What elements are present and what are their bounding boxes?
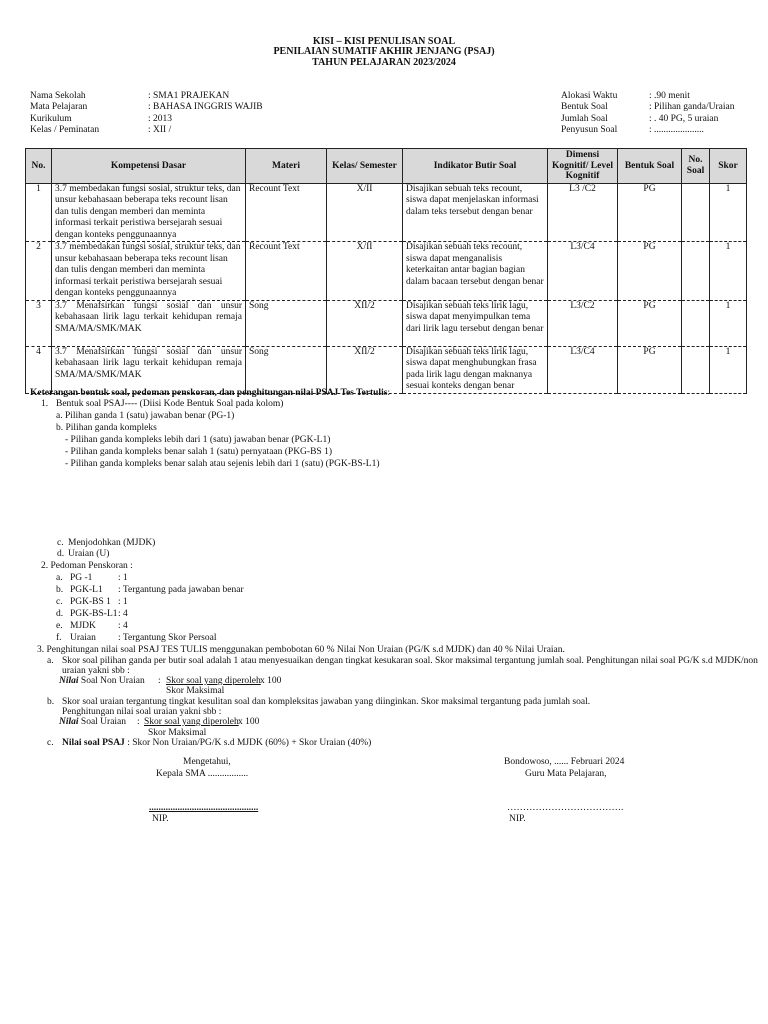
header-indikator: Indikator Butir Soal	[403, 149, 548, 184]
section-1b-item: - Pilihan ganda kompleks benar salah 1 (satu) pernyataan (PKG-BS 1)	[65, 447, 332, 457]
info-value-subject: : BAHASA INGGRIS WAJIB	[148, 102, 263, 112]
notes-heading-text: Keterangan bentuk soal, pedoman penskoran, dan penghitungan nilai PSAJ Tes Tertulis	[30, 388, 388, 398]
section-1-number: 1.	[41, 399, 49, 409]
score-value: : 4	[118, 609, 128, 619]
header-level: Dimensi Kognitif/ Level Kognitif	[548, 149, 618, 184]
cell-indikator: Disajikan sebuah teks lirik lagu, siswa dapat menyimpulkan tema dari lirik lagu tersebut dengan benar	[403, 300, 548, 346]
cell-skor: 1	[710, 183, 747, 242]
header-materi: Materi	[246, 149, 327, 184]
cell-kelas: XII/2	[327, 346, 403, 393]
cell-bentuk: PG	[618, 346, 682, 393]
info-label-curriculum: Kurikulum	[30, 114, 72, 124]
cell-kd: 3.7 Menafsirkan fungsi sosial dan unsur kebahasaan lirik lagu terkait kehidupan remaja SMA/MA/SMK/MAK	[52, 300, 246, 346]
header-bentuk: Bentuk Soal	[618, 149, 682, 184]
formula-colon: :	[137, 717, 140, 727]
header-no: No.	[26, 149, 52, 184]
signature-right-line1: Bondowoso, ...... Februari 2024	[504, 757, 625, 767]
score-label: PGK-BS 1	[70, 597, 111, 607]
header-kompetensi: Kompetensi Dasar	[52, 149, 246, 184]
cell-level: L3/C4	[548, 242, 618, 301]
table-row	[26, 346, 747, 393]
section-1b: b. Pilihan ganda kompleks	[56, 423, 157, 433]
info-label-author: Penyusun Soal	[561, 125, 618, 135]
formula-denominator: Skor Maksimal	[166, 686, 225, 696]
cell-kelas: X/II	[327, 242, 403, 301]
info-label-school: Nama Sekolah	[30, 91, 86, 101]
section-1c-mark: c.	[57, 538, 64, 548]
score-value: : Tergantung Skor Persoal	[118, 633, 217, 643]
section-3b-line1: Skor soal uraian tergantung tingkat kesulitan soal dan kompleksitas jawaban yang diinginkan. Skor maksimal tergantung pada jumlah soal.	[62, 697, 591, 707]
section-3a-mark: a.	[47, 656, 54, 666]
formula-denominator: Skor Maksimal	[148, 728, 207, 738]
kisi-table	[25, 148, 747, 394]
section-3a-line1: Skor soal pilihan ganda per butir soal adalah 1 atau menyesuaikan dengan tingkat kesukaran soal. Skor maksimal tergantung jumlah soal. Penghitungan nilai soal PG/K s.d MJDK/non	[62, 656, 758, 666]
signature-right-nip: NIP.	[509, 814, 526, 824]
section-1b-item: - Pilihan ganda kompleks lebih dari 1 (satu) jawaban benar (PGK-L1)	[65, 435, 331, 445]
signature-left-line2: Kepala SMA .................	[156, 769, 249, 779]
info-value-school: : SMA1 PRAJEKAN	[148, 91, 230, 101]
score-mark: f.	[56, 633, 62, 643]
score-mark: a.	[56, 573, 63, 583]
table-row	[26, 183, 747, 242]
cell-level: L3/C2	[548, 300, 618, 346]
signature-left-nip: NIP.	[152, 814, 169, 824]
cell-indikator: Disajikan sebuah teks lirik lagu, siswa dapat menghubungkan frasa pada lirik lagu dengan maknanya sesuai konteks dengan benar	[403, 346, 548, 393]
table-row	[26, 300, 747, 346]
document-title: KISI – KISI PENULISAN SOAL	[312, 36, 456, 47]
score-mark: b.	[56, 585, 64, 595]
formula-italic: Nilai	[59, 676, 79, 686]
section-3a-line2: uraian yakni sbb :	[62, 666, 130, 676]
table-header-row	[26, 149, 747, 184]
formula-italic: Nilai	[59, 717, 79, 727]
formula-non-uraian-label	[59, 676, 145, 688]
document-subtitle: PENILAIAN SUMATIF AKHIR JENJANG (PSAJ)	[273, 46, 495, 57]
signature-left-line1: Mengetahui,	[183, 757, 231, 767]
section-1a: a. Pilihan ganda 1 (satu) jawaban benar (PG-1)	[56, 411, 235, 421]
signature-left-dots: ..............................................	[149, 803, 259, 813]
info-value-class: : XII /	[148, 125, 172, 135]
section-1b-item: - Pilihan ganda kompleks benar salah atau sejenis lebih dari 1 (satu) (PGK-BS-L1)	[65, 459, 380, 469]
section-1c: Menjodohkan (MJDK)	[68, 538, 156, 548]
cell-materi: Recount Text	[246, 242, 327, 301]
section-1d-mark: d.	[57, 549, 65, 559]
cell-bentuk: PG	[618, 242, 682, 301]
formula-rest: Soal Non Uraian	[80, 676, 145, 686]
formula-colon: :	[158, 676, 161, 686]
cell-bentuk: PG	[618, 300, 682, 346]
cell-no: 2	[26, 242, 52, 301]
signature-right-dots: ……………………………….	[507, 803, 624, 813]
score-label: PGK-L1	[70, 585, 103, 595]
cell-nosoal	[682, 242, 710, 301]
formula-numerator: Skor soal yang diperoleh	[166, 676, 261, 686]
cell-skor: 1	[710, 300, 747, 346]
signature-right-line2: Guru Mata Pelajaran,	[525, 769, 607, 779]
cell-materi: Recount Text	[246, 183, 327, 242]
formula-uraian-label	[59, 717, 126, 729]
info-value-time: : .90 menit	[649, 91, 690, 101]
info-label-subject: Mata Pelajaran	[30, 102, 88, 112]
cell-level: L3 /C2	[548, 183, 618, 242]
cell-no: 4	[26, 346, 52, 393]
cell-no: 1	[26, 183, 52, 242]
header-kelas: Kelas/ Semester	[327, 149, 403, 184]
section-3c-mark: c.	[47, 738, 54, 748]
section-3c	[62, 738, 371, 750]
score-mark: c.	[56, 597, 63, 607]
score-value: : 4	[118, 621, 128, 631]
cell-materi: Song	[246, 300, 327, 346]
cell-nosoal	[682, 183, 710, 242]
section-1d: Uraian (U)	[68, 549, 110, 559]
cell-no: 3	[26, 300, 52, 346]
cell-skor: 1	[710, 346, 747, 393]
cell-nosoal	[682, 300, 710, 346]
cell-materi: Song	[246, 346, 327, 393]
score-value: : Tergantung pada jawaban benar	[118, 585, 244, 595]
info-label-class: Kelas / Peminatan	[30, 125, 100, 135]
cell-kelas: X/II	[327, 183, 403, 242]
info-label-question-count: Jumlah Soal	[561, 114, 608, 124]
score-mark: d.	[56, 609, 64, 619]
academic-year: TAHUN PELAJARAN 2023/2024	[312, 57, 456, 68]
score-label: MJDK	[70, 621, 96, 631]
cell-kelas: XII/2	[327, 300, 403, 346]
cell-nosoal	[682, 346, 710, 393]
info-value-author: : .....................	[649, 125, 704, 135]
formula-numerator: Skor soal yang diperoleh	[144, 717, 239, 727]
cell-kd: 3.7 Menafsirkan fungsi sosial dan unsur kebahasaan lirik lagu terkait kehidupan remaja SMA/MA/SMK/MAK	[52, 346, 246, 393]
formula-multiplier: x 100	[260, 676, 282, 686]
table-row	[26, 242, 747, 301]
cell-kd: 3.7 membedakan fungsi sosial, struktur teks, dan unsur kebahasaan beberapa teks recount lisan dan tulis dengan memberi dan meminta informasi terkait peristiwa bersejarah sesuai dengan konteks penggunaannya	[52, 183, 246, 242]
section-3b-line2: Penghitungan nilai soal uraian yakni sbb :	[62, 707, 222, 717]
header-skor: Skor	[710, 149, 747, 184]
cell-level: L3/C4	[548, 346, 618, 393]
section-2-title: 2. Pedoman Penskoran :	[41, 561, 133, 571]
cell-indikator: Disajikan sebuah teks recount, siswa dapat menganalisis keterkaitan antar bagian bagian dalam bacaan tersebut dengan benar	[403, 242, 548, 301]
cell-skor: 1	[710, 242, 747, 301]
score-value: : 1	[118, 597, 128, 607]
cell-bentuk: PG	[618, 183, 682, 242]
section-3b-mark: b.	[47, 697, 55, 707]
header-nosoal: No. Soal	[682, 149, 710, 184]
cell-kd: 3.7 membedakan fungsi sosial, struktur teks, dan unsur kebahasaan beberapa teks recount lisan dan tulis dengan memberi dan meminta informasi terkait peristiwa bersejarah sesuai dengan konteks penggunaannya	[52, 242, 246, 301]
notes-heading	[30, 388, 390, 400]
score-label: Uraian	[70, 633, 96, 643]
section-3c-bold: Nilai soal PSAJ	[62, 738, 125, 748]
section-3-title: 3. Penghitungan nilai soal PSAJ TES TULIS menggunakan pembobotan 60 % Nilai Non Uraian (PG/K s.d MJDK) dan 40 % Nilai Uraian.	[37, 645, 565, 655]
cell-indikator: Disajikan sebuah teks recount, siswa dapat menjelaskan informasi dalam teks tersebut dengan benar	[403, 183, 548, 242]
info-label-question-type: Bentuk Soal	[561, 102, 608, 112]
info-label-time: Alokasi Waktu	[561, 91, 618, 101]
score-label: PG -1	[70, 573, 93, 583]
formula-rest: Soal Uraian	[80, 717, 127, 727]
formula-multiplier: x 100	[238, 717, 260, 727]
score-label: PGK-BS-L1	[70, 609, 118, 619]
info-value-question-type: : Pilihan ganda/Uraian	[649, 102, 735, 112]
section-3c-rest: : Skor Non Uraian/PG/K s.d MJDK (60%) + Skor Uraian (40%)	[127, 738, 372, 748]
score-value: : 1	[118, 573, 128, 583]
info-value-curriculum: : 2013	[148, 114, 173, 124]
notes-heading-colon: :	[387, 388, 391, 398]
section-1-title: Bentuk soal PSAJ---- (Diisi Kode Bentuk Soal pada kolom)	[56, 399, 284, 409]
score-mark: e.	[56, 621, 63, 631]
info-value-question-count: : . 40 PG, 5 uraian	[649, 114, 719, 124]
